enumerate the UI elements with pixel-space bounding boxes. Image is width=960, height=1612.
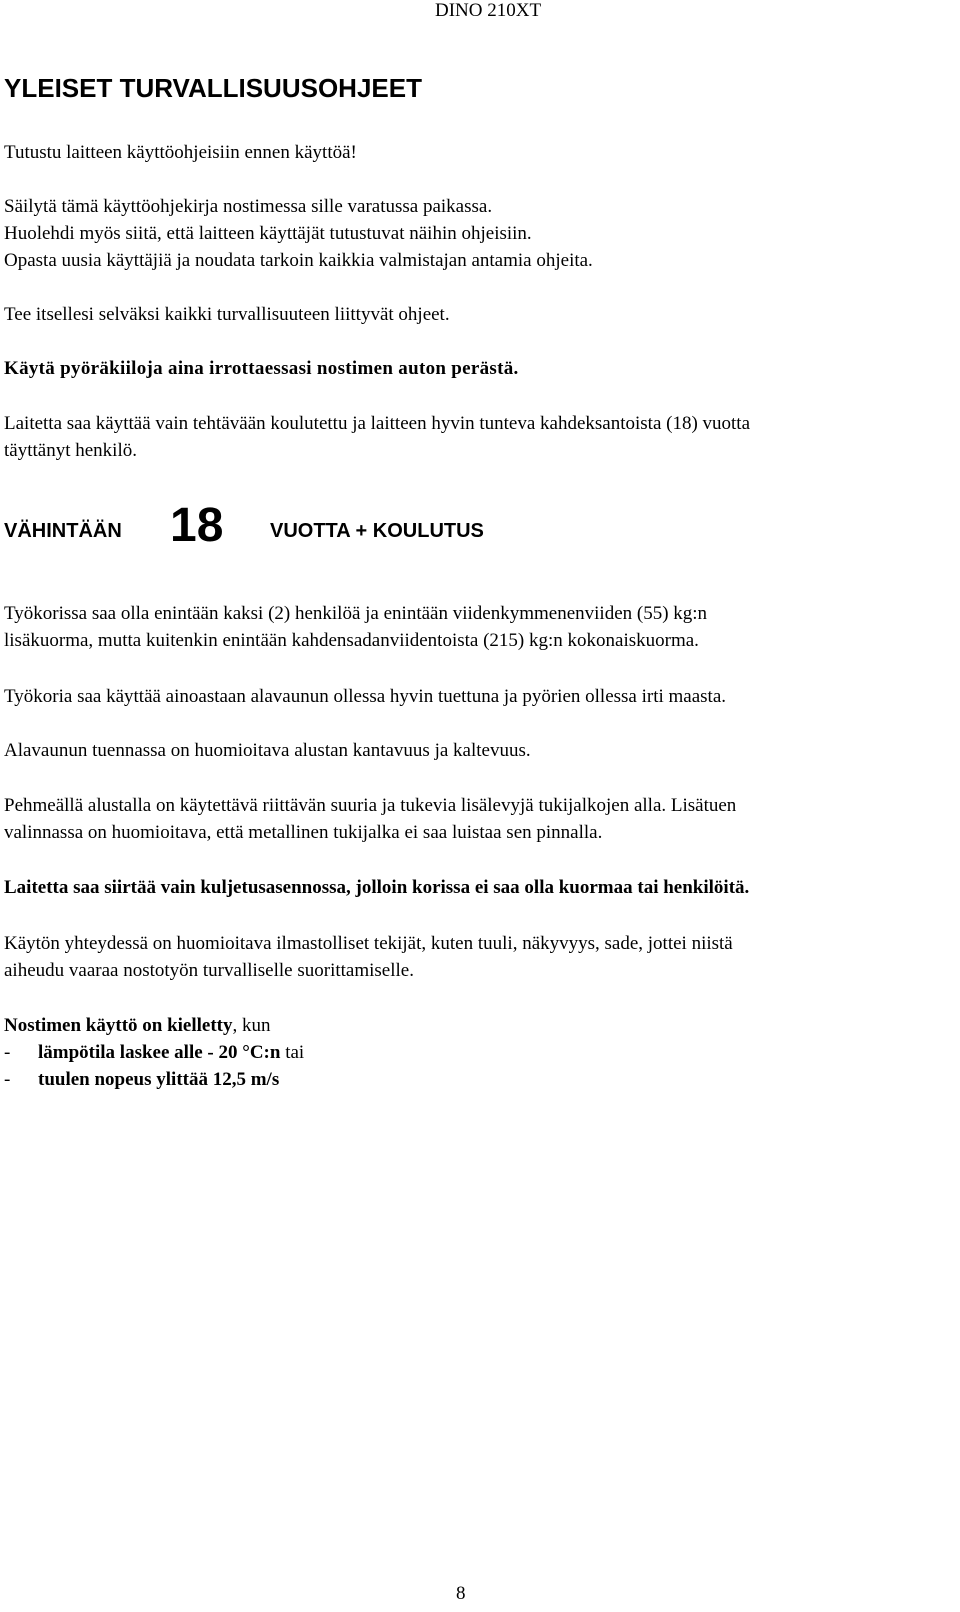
prohibition-item-rest: tai [280,1042,305,1063]
paragraph-operator-requirement-2: täyttänyt henkilö. [4,440,137,461]
paragraph-wheel-chocks: Käytä pyöräkiiloja aina irrottaessasi nostimen auton perästä. [4,358,519,379]
paragraph-keep-manual-1: Säilytä tämä käyttöohjekirja nostimessa sille varatussa paikassa. [4,196,493,217]
paragraph-weather-1: Käytön yhteydessä on huomioitava ilmastolliset tekijät, kuten tuuli, näkyvyys, sade, jottei niistä [4,933,733,954]
prohibition-lead-rest: , kun [232,1015,271,1036]
paragraph-basket-load-2: lisäkuorma, mutta kuitenkin enintään kahdensadanviidentoista (215) kg:n kokonaiskuorma. [4,630,699,651]
prohibition-lead-bold: Nostimen käyttö on kielletty [4,1015,233,1036]
paragraph-safety-instructions: Tee itsellesi selväksi kaikki turvallisuuteen liittyvät ohjeet. [4,304,450,325]
paragraph-outrigger-support: Alavaunun tuennassa on huomioitava alustan kantavuus ja kaltevuus. [4,740,531,761]
prohibition-lead [4,1012,271,1039]
paragraph-basket-use: Työkoria saa käyttää ainoastaan alavaunun ollessa hyvin tuettuna ja pyörien ollessa irti maasta. [4,686,727,707]
prohibition-item [4,1039,304,1066]
prohibition-item-bold: tuulen nopeus ylittää 12,5 m/s [38,1069,280,1090]
paragraph-basket-load-1: Työkorissa saa olla enintään kaksi (2) henkilöä ja enintään viidenkymmenenviiden (55) kg:n [4,603,708,624]
paragraph-soft-ground-2: valinnassa on huomioitava, että metallinen tukijalka ei saa luistaa sen pinnalla. [4,822,603,843]
paragraph-read-instructions: Tutustu laitteen käyttöohjeisiin ennen käyttöä! [4,142,357,163]
paragraph-operator-requirement-1: Laitetta saa käyttää vain tehtävään koulutettu ja laitteen hyvin tunteva kahdeksantoista (18) vuotta [4,413,751,434]
header-model: DINO 210XT [435,0,542,21]
prohibition-item-dash: - [4,1042,11,1063]
prohibition-item-bold: lämpötila laskee alle - 20 °C:n [38,1042,281,1063]
paragraph-weather-2: aiheudu vaaraa nostotyön turvalliselle suorittamiselle. [4,960,414,981]
age-notice-number: 18 [170,499,224,552]
paragraph-soft-ground-1: Pehmeällä alustalla on käytettävä riittävän suuria ja tukevia lisälevyjä tukijalkojen alla. Lisätuen [4,795,737,816]
paragraph-transport-position: Laitetta saa siirtää vain kuljetusasennossa, jolloin korissa ei saa olla kuormaa tai henkilöitä. [4,877,750,898]
age-notice-prefix: VÄHINTÄÄN [4,520,122,542]
prohibition-item-dash: - [4,1069,11,1090]
paragraph-keep-manual-3: Opasta uusia käyttäjiä ja noudata tarkoin kaikkia valmistajan antamia ohjeita. [4,250,593,271]
page-title: YLEISET TURVALLISUUSOHJEET [4,73,422,103]
page-number: 8 [456,1583,466,1604]
age-notice-suffix: VUOTTA + KOULUTUS [270,520,484,542]
prohibition-item [4,1066,279,1093]
paragraph-keep-manual-2: Huolehdi myös siitä, että laitteen käyttäjät tutustuvat näihin ohjeisiin. [4,223,532,244]
